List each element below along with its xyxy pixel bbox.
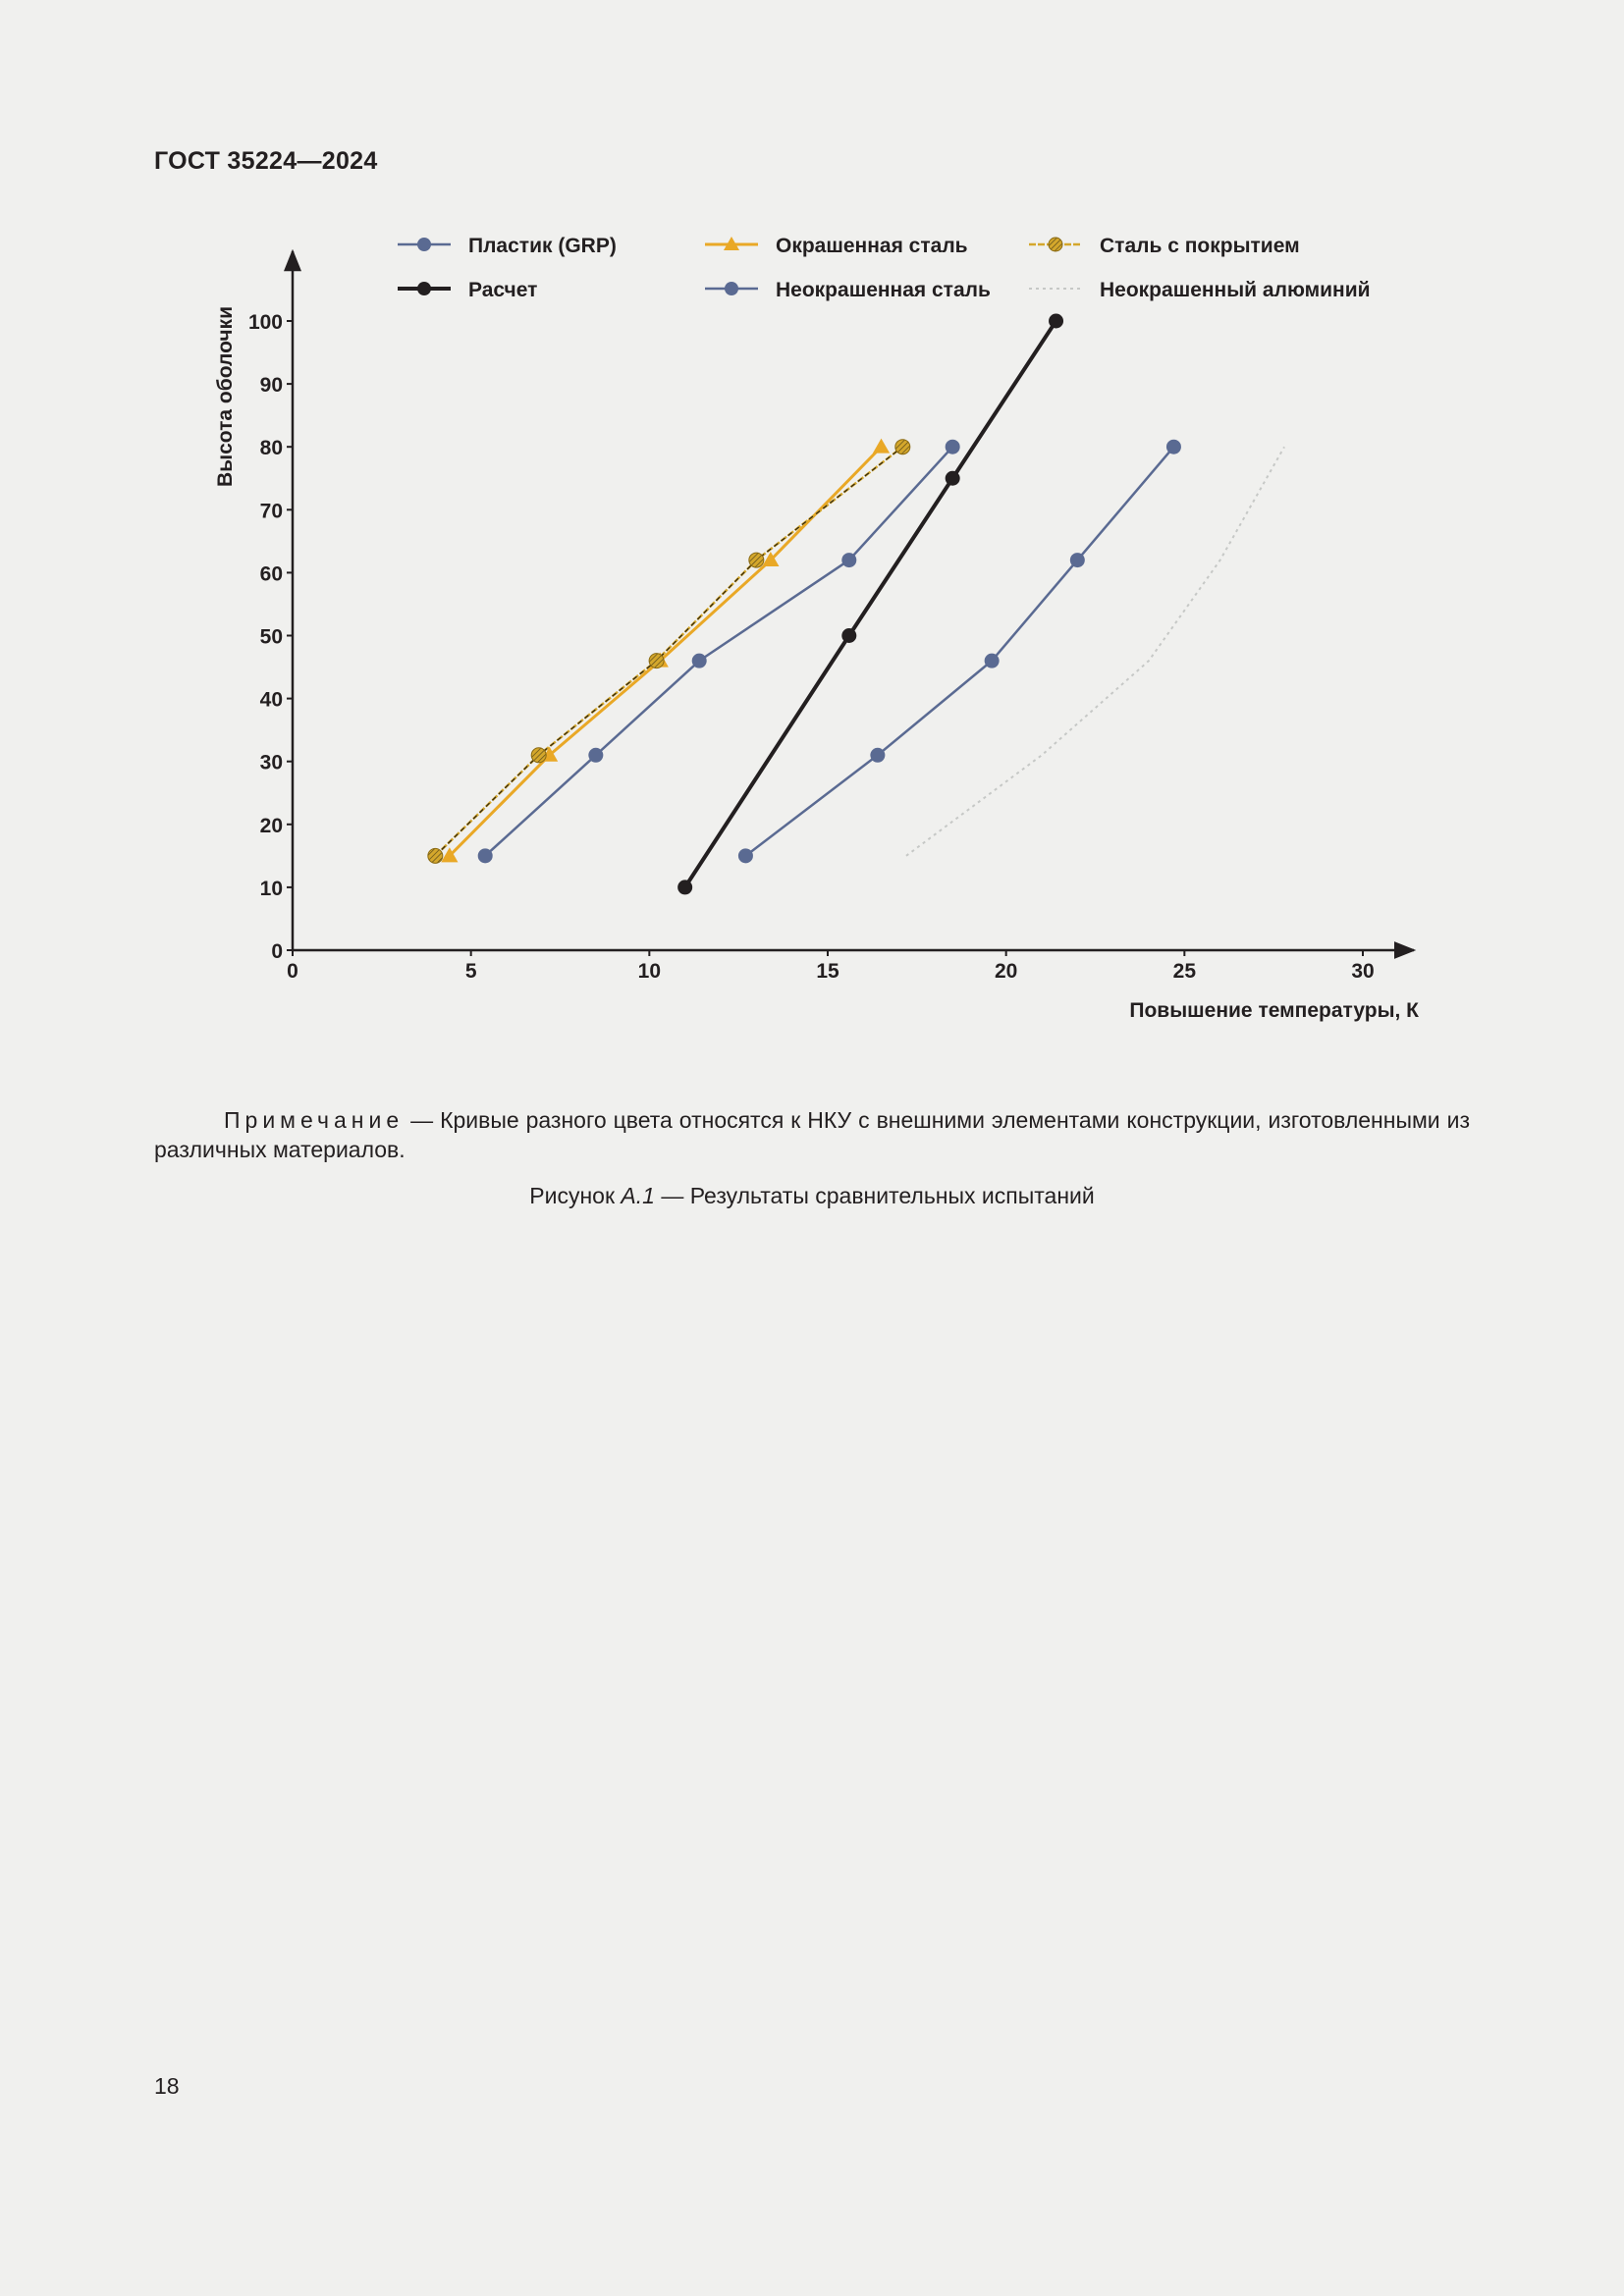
legend-marker (725, 282, 738, 295)
data-point (692, 654, 707, 668)
legend-label: Пластик (GRP) (468, 235, 617, 257)
data-point (870, 748, 885, 763)
legend-item (1029, 235, 1300, 257)
series-line (745, 447, 1173, 856)
legend-item (705, 279, 991, 301)
data-point (588, 748, 603, 763)
data-point (1049, 314, 1063, 329)
legend-label: Неокрашенная сталь (776, 279, 991, 301)
data-point (946, 471, 960, 486)
data-point (841, 628, 856, 643)
data-point (946, 440, 960, 454)
legend-label: Расчет (468, 279, 538, 301)
data-point (873, 439, 890, 454)
x-tick-label: 15 (816, 960, 839, 983)
note-prefix: Примечание (224, 1107, 405, 1133)
data-point (677, 880, 692, 894)
figure-caption (0, 1183, 1624, 1209)
data-point (895, 440, 910, 454)
document-number: ГОСТ 35224—2024 (154, 147, 378, 175)
caption-prefix: Рисунок (529, 1183, 622, 1208)
y-tick-label: 10 (259, 877, 283, 900)
y-tick-label: 0 (271, 940, 283, 963)
data-point (649, 654, 664, 668)
x-tick-label: 25 (1172, 960, 1197, 983)
data-point (749, 553, 764, 567)
legend-item (398, 235, 617, 257)
y-tick-label: 80 (259, 437, 283, 460)
series-line (906, 447, 1284, 856)
series-line (450, 447, 882, 856)
y-tick-label: 70 (259, 500, 283, 523)
x-tick-label: 0 (287, 960, 298, 983)
legend-marker (1049, 238, 1062, 251)
legend-label: Окрашенная сталь (776, 235, 968, 257)
y-tick-label: 30 (259, 751, 283, 774)
legend-item (705, 235, 968, 257)
data-point (1070, 553, 1085, 567)
data-point (1166, 440, 1181, 454)
legend-label: Неокрашенный алюминий (1100, 279, 1371, 301)
legend-item (1029, 279, 1371, 301)
figure-note (154, 1105, 1470, 1164)
page-number: 18 (154, 2073, 180, 2099)
y-tick-label: 100 (247, 311, 283, 334)
data-point (985, 654, 1000, 668)
x-tick-label: 5 (464, 960, 477, 983)
temperature-rise-chart (0, 0, 1624, 1080)
legend-item (398, 279, 537, 301)
y-tick-label: 50 (259, 625, 283, 649)
series-line (485, 447, 952, 856)
legend-marker (417, 282, 431, 295)
series-6 (906, 447, 1284, 856)
series-line (685, 321, 1056, 887)
y-tick-label: 40 (259, 688, 283, 712)
x-tick-label: 10 (637, 960, 662, 983)
note-text: — Кривые разного цвета относятся к НКУ с внешними элементами конструкции, изготовленными из различных материалов. (154, 1107, 1470, 1162)
data-point (428, 848, 443, 863)
x-tick-label: 20 (994, 960, 1018, 983)
x-tick-label: 30 (1351, 960, 1375, 983)
data-point (531, 748, 546, 763)
caption-text: — Результаты сравнительных испытаний (654, 1183, 1095, 1208)
data-point (841, 553, 856, 567)
series-4 (677, 314, 1063, 895)
x-axis-label: Повышение температуры, К (1129, 999, 1419, 1022)
y-axis-label: Высота оболочки (214, 306, 237, 487)
series-1 (478, 440, 960, 864)
series-5 (738, 440, 1181, 864)
y-tick-label: 20 (259, 814, 283, 837)
legend-label: Сталь с покрытием (1100, 235, 1300, 257)
y-tick-label: 90 (259, 374, 283, 398)
legend-marker (417, 238, 431, 251)
data-point (738, 848, 753, 863)
y-tick-label: 60 (259, 562, 283, 586)
caption-number: А.1 (621, 1183, 655, 1208)
data-point (478, 848, 493, 863)
